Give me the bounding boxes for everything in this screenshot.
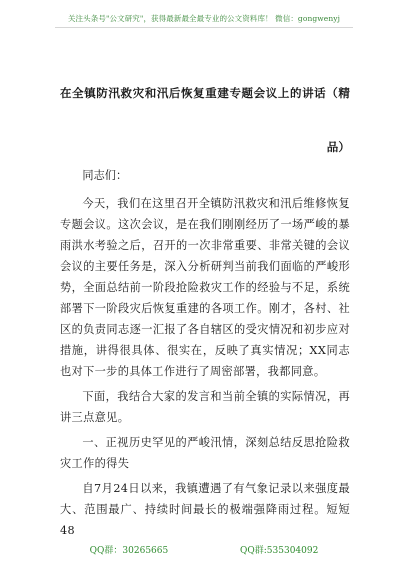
header-divider [55, 27, 353, 28]
greeting: 同志们： [82, 169, 128, 182]
paragraph-3: 自7月24日以来，我镇遭遇了有气象记录以来强度最大、范围最广、持续时间最长的极端强降雨过程。短短48 [60, 482, 350, 537]
footer-qq-group-1: QQ群：30265665 [89, 546, 169, 556]
section-heading-1: 一、正视历史罕见的严峻汛情，深刻总结反思抢险救灾工作的得失 [60, 436, 350, 470]
paragraph-2: 下面，我结合大家的发言和当前全镇的实际情况，再讲三点意见。 [60, 390, 350, 424]
footer-contact [0, 543, 408, 556]
paragraph-1: 今天，我们在这里召开全镇防汛救灾和汛后维修恢复专题会议。这次会议，是在我们刚刚经历了一场严峻的暴雨洪水考验之后，召开的一次非常重要、非常关键的会议会议的主要任务是，深入分析研判当前我们面临的严峻形势，全面总结前一阶段抢险救灾工作的经验与不足，系统部署下一阶段灾后恢复重建的各项工作。刚才，各村、社区的负责同志逐一汇报了各自辖区的受灾情况和初步应对措施，讲得很具体、很实在，反映了真实情况；XX同志也对下一步的具体工作进行了周密部署，我都同意。 [60, 197, 350, 378]
document-title: 在全镇防汛救灾和汛后恢复重建专题会议上的讲话（精品） [60, 86, 350, 154]
header-banner: 关注头条号"公文研究"，获得最新最全最专业的公文资料库！ 微信：gongwenyj [67, 14, 341, 23]
footer-qq-group-2: QQ群:535304092 [240, 546, 319, 556]
document-body [60, 165, 350, 186]
document-body-paragraphs [60, 193, 350, 541]
